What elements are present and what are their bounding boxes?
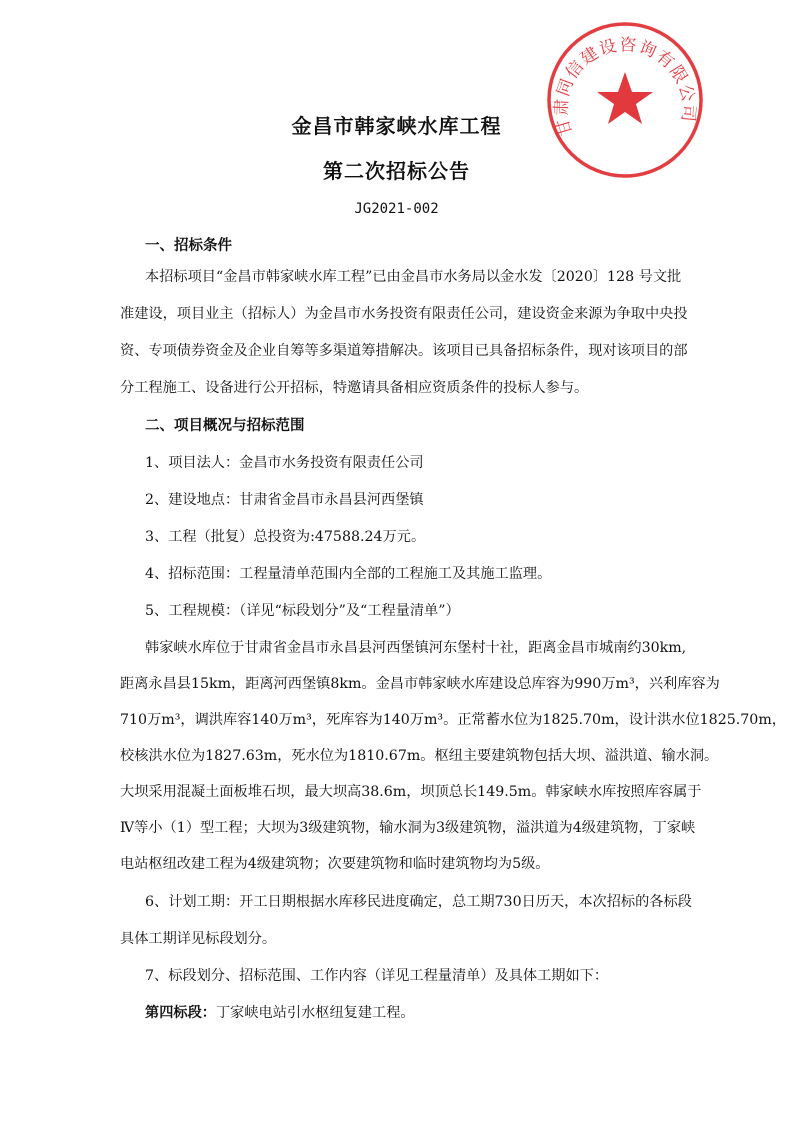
scale-paragraph-line: 电站枢纽改建工程为4级建筑物；次要建筑物和临时建筑物均为5级。 <box>120 856 550 872</box>
section1-paragraph-line: 分工程施工、设备进行公开招标，特邀请具备相应资质条件的投标人参与。 <box>120 380 589 396</box>
lot4-text: 丁家峡电站引水枢纽复建工程。 <box>215 1005 415 1021</box>
item-planned-duration-cont: 具体工期详见标段划分。 <box>120 931 277 947</box>
scale-paragraph-line: Ⅳ等小（1）型工程；大坝为3级建筑物，输水洞为3级建筑物，溢洪道为4级建筑物，丁家峡 <box>120 820 696 836</box>
item-project-legal-person: 1、项目法人：金昌市水务投资有限责任公司 <box>145 455 424 471</box>
document-code: JG2021-002 <box>354 201 439 217</box>
item-total-investment: 3、工程（批复）总投资为:47588.24万元。 <box>145 529 426 545</box>
item-bidding-scope: 4、招标范围：工程量清单范围内全部的工程施工及其施工监理。 <box>145 566 552 582</box>
lot4-line <box>145 1002 415 1022</box>
svg-text:甘肃同信建设咨询有限公司: 甘肃同信建设咨询有限公司 <box>551 35 699 139</box>
scale-paragraph-line: 大坝采用混凝土面板堆石坝，最大坝高38.6m，坝顶总长149.5m。韩家峡水库按照库容属于 <box>120 784 702 800</box>
item-planned-duration: 6、计划工期：开工日期根据水库移民进度确定，总工期730日历天，本次招标的各标段 <box>145 894 692 910</box>
section2-heading: 二、项目概况与招标范围 <box>145 418 305 434</box>
section1-heading: 一、招标条件 <box>145 238 232 254</box>
section1-paragraph-line: 准建设，项目业主（招标人）为金昌市水务投资有限责任公司，建设资金来源为争取中央投 <box>120 306 688 322</box>
scale-paragraph-line: 距离永昌县15km，距离河西堡镇8km。金昌市韩家峡水库建设总库容为990万m³，兴利库容为 <box>120 676 720 692</box>
scale-paragraph-line: 710万m³，调洪库容140万m³，死库容为140万m³。正常蓄水位为1825.70m，设计洪水位1825.70m， <box>120 712 786 728</box>
document-subtitle: 第二次招标公告 <box>323 159 470 183</box>
lot4-label: 第四标段： <box>145 1005 216 1021</box>
item-project-scale: 5、工程规模：（详见“标段划分”及“工程量清单”） <box>145 603 460 619</box>
scale-paragraph-line: 韩家峡水库位于甘肃省金昌市永昌县河西堡镇河东堡村十社，距离金昌市城南约30km, <box>145 640 687 656</box>
item-lot-division: 7、标段划分、招标范围、工作内容（详见工程量清单）及具体工期如下： <box>145 968 609 984</box>
document-title: 金昌市韩家峡水库工程 <box>291 114 502 138</box>
item-construction-site: 2、建设地点：甘肃省金昌市永昌县河西堡镇 <box>145 492 424 508</box>
section1-paragraph-line: 资、专项债券资金及企业自筹等多渠道筹措解决。该项目已具备招标条件，现对该项目的部 <box>120 343 688 359</box>
section1-paragraph-line: 本招标项目“金昌市韩家峡水库工程”已由金昌市水务局以金水发〔2020〕128 号文批 <box>145 269 682 285</box>
scale-paragraph-line: 校核洪水位为1827.63m，死水位为1810.67m。枢纽主要建筑物包括大坝、溢洪道、输水洞。 <box>120 748 719 764</box>
